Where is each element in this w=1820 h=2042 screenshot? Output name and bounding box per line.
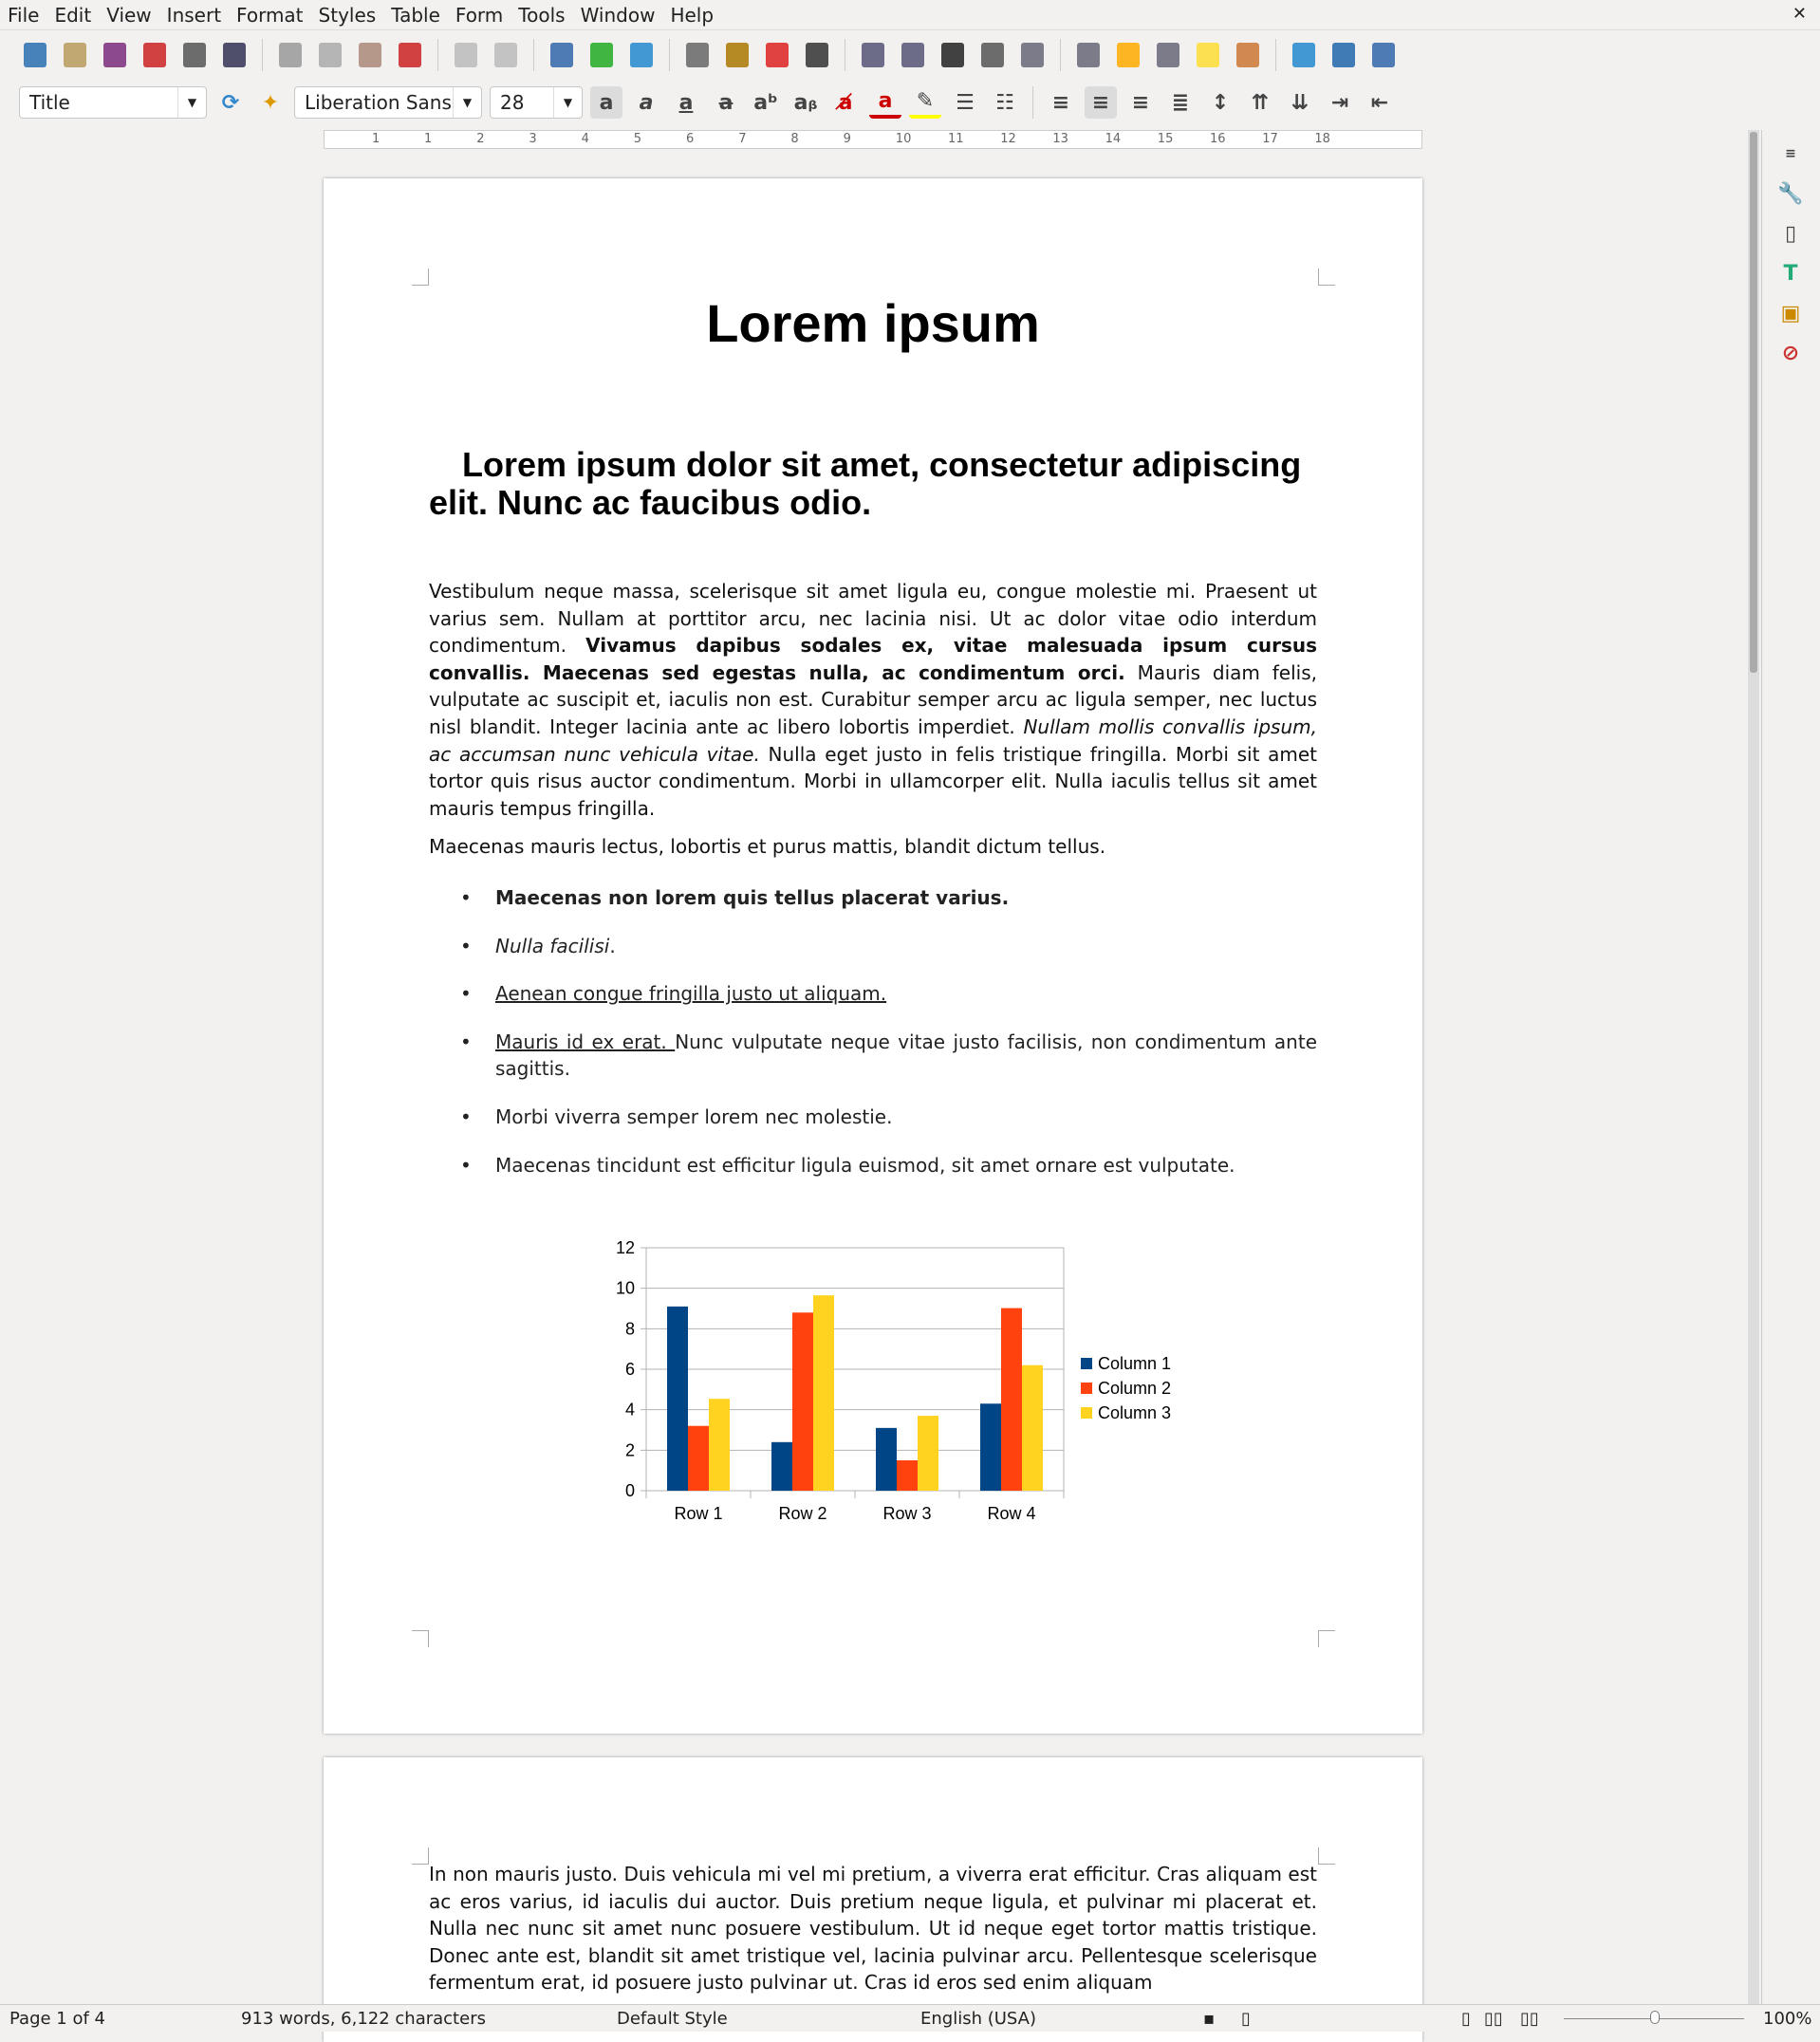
separator	[1275, 39, 1276, 71]
list-item	[429, 1152, 1317, 1179]
paragraph-style-value: Title	[29, 91, 70, 114]
clone-formatting-icon[interactable]	[394, 39, 426, 71]
close-document-icon[interactable]: ✕	[1792, 4, 1807, 24]
standard-toolbar	[0, 34, 1820, 76]
menu-window[interactable]: Window	[580, 3, 656, 27]
unordered-list-icon[interactable]: ☰	[956, 90, 975, 115]
ruler-tick-label: 5	[633, 132, 642, 146]
bar-column-3-row-2	[813, 1295, 834, 1491]
bar-column-2-row-3	[897, 1460, 918, 1491]
scrollbar-thumb[interactable]	[1750, 132, 1757, 673]
insert-mode-icon[interactable]: ▪	[1203, 2008, 1216, 2029]
bar-column-1-row-2	[771, 1442, 792, 1491]
ruler-tick-label: 6	[686, 132, 695, 146]
new-document-icon[interactable]	[19, 39, 51, 71]
underlined-text: Mauris id ex erat.	[495, 1030, 676, 1053]
menu-insert[interactable]: Insert	[166, 3, 222, 27]
insert-cross-reference-icon[interactable]	[1152, 39, 1184, 71]
horizontal-ruler[interactable]	[324, 130, 1422, 149]
word-count[interactable]: 913 words, 6,122 characters	[241, 2008, 486, 2029]
legend-swatch	[1081, 1358, 1092, 1369]
increase-paragraph-spacing-icon[interactable]: ⇈	[1251, 90, 1270, 115]
insert-footnote-icon[interactable]	[1016, 39, 1049, 71]
subscript-icon[interactable]: aᵦ	[793, 90, 818, 115]
y-tick-label: 0	[624, 1481, 635, 1500]
menu-table[interactable]: Table	[391, 3, 440, 27]
list-item	[429, 1029, 1317, 1083]
text: Vestibulum neque massa, scelerisque sit amet ligula eu, congue molestie mi. Praesent ut varius sem. Nullam at porttitor arcu, nec lacinia nisi. Ut ac dolor vitae odio interdum condimentum.	[429, 580, 1317, 658]
chevron-down-icon[interactable]: ▼	[177, 87, 206, 118]
text: Nulla eget justo in felis tristique fringilla. Morbi sit amet tortor quis risus auctor condimentum. Morbi in ullamcorper elit. Nulla iaculis tellus sit amet mauris tempus fringilla.	[429, 742, 1317, 820]
bar-column-2-row-1	[688, 1426, 709, 1491]
ruler-tick-label: 18	[1314, 132, 1330, 146]
page-count[interactable]: Page 1 of 4	[9, 2008, 105, 2029]
ordered-list-icon[interactable]: ☷	[995, 90, 1014, 115]
multi-page-view-icon[interactable]: ▯▯	[1484, 2008, 1503, 2029]
justify-icon[interactable]: ≣	[1171, 90, 1190, 115]
ruler-tick-label: 2	[476, 132, 485, 146]
ruler-tick-label: 1	[372, 132, 381, 146]
x-tick-label: Row 3	[882, 1504, 932, 1523]
menu-view[interactable]: View	[106, 3, 152, 27]
page-icon[interactable]: ▯	[1784, 221, 1797, 246]
insert-image-icon[interactable]	[721, 39, 753, 71]
paste-icon[interactable]	[354, 39, 386, 71]
bar-column-1-row-1	[667, 1307, 688, 1491]
paragraph-1	[429, 578, 1317, 822]
signature-icon[interactable]: ▯	[1241, 2008, 1251, 2029]
separator	[262, 39, 263, 71]
y-tick-label: 12	[615, 1238, 635, 1257]
find-replace-icon[interactable]	[546, 39, 578, 71]
insert-hyperlink-icon[interactable]	[976, 39, 1009, 71]
ruler-tick-label: 3	[529, 132, 537, 146]
bar-column-2-row-2	[792, 1312, 813, 1491]
ruler-tick-label: 9	[843, 132, 851, 146]
single-page-view-icon[interactable]: ▯	[1461, 2008, 1471, 2029]
font-size-select[interactable]	[490, 86, 583, 119]
track-changes-icon[interactable]	[1232, 39, 1264, 71]
insert-endnote-icon[interactable]	[1072, 39, 1105, 71]
font-name-select[interactable]	[294, 86, 482, 119]
document-subtitle: Lorem ipsum dolor sit amet, consectetur adipiscing elit. Nunc ac faucibus odio.	[429, 445, 1302, 522]
align-center-icon[interactable]: ≡	[1085, 86, 1117, 119]
chevron-down-icon[interactable]: ▼	[553, 87, 582, 118]
menu-styles[interactable]: Styles	[318, 3, 377, 27]
italic-icon[interactable]: a	[639, 90, 654, 115]
font-color-icon[interactable]: a	[869, 86, 901, 119]
ruler-tick-label: 4	[581, 132, 589, 146]
page-style[interactable]: Default Style	[617, 2008, 728, 2029]
insert-text-box-icon[interactable]	[801, 39, 833, 71]
menu-format[interactable]: Format	[236, 3, 304, 27]
bar-column-3-row-4	[1022, 1365, 1043, 1491]
list-item	[429, 980, 1317, 1008]
page-2	[324, 1757, 1422, 2042]
text: .	[609, 934, 616, 957]
legend-label: Column 3	[1098, 1403, 1172, 1422]
ruler-tick-label: 10	[895, 132, 912, 146]
zoom-slider-thumb[interactable]	[1650, 2011, 1660, 2024]
x-tick-label: Row 2	[778, 1504, 827, 1523]
sidebar-menu-icon[interactable]: ≡	[1785, 146, 1796, 161]
properties-icon[interactable]: 🔧	[1777, 181, 1804, 206]
formatting-marks-icon[interactable]	[625, 39, 658, 71]
ruler-tick-label: 1	[424, 132, 433, 146]
book-view-icon[interactable]: ▯▯	[1520, 2008, 1539, 2029]
bar-chart[interactable]	[608, 1227, 1519, 1531]
line-spacing-icon[interactable]: ↕	[1211, 90, 1230, 115]
y-tick-label: 2	[624, 1440, 635, 1460]
status-bar	[0, 2004, 1820, 2032]
list-item	[429, 933, 1317, 960]
italic-text: Nulla facilisi	[495, 934, 610, 957]
separator	[533, 39, 534, 71]
font-size-value: 28	[500, 91, 525, 114]
insert-bookmark-icon[interactable]	[1112, 39, 1144, 71]
list-item	[429, 884, 1317, 912]
bold-text: Vivamus dapibus sodales ex, vitae malesuada ipsum cursus convallis. Maecenas sed egestas nulla, ac condimentum orci.	[429, 634, 1317, 684]
insert-page-break-icon[interactable]	[857, 39, 889, 71]
legend-label: Column 2	[1098, 1379, 1172, 1398]
ruler-tick-label: 8	[790, 132, 799, 146]
legend-label: Column 1	[1098, 1354, 1172, 1373]
ruler-tick-label: 13	[1052, 132, 1068, 146]
zoom-level[interactable]: 100%	[1763, 2008, 1812, 2029]
text: Nunc vulputate neque vitae justo facilisis, non condimentum ante sagittis.	[495, 1030, 1317, 1081]
font-name-value: Liberation Sans	[305, 91, 452, 114]
update-style-icon[interactable]: ⟳	[221, 90, 240, 115]
x-tick-label: Row 1	[674, 1504, 723, 1523]
styles-icon[interactable]: T	[1783, 261, 1798, 286]
spellcheck-icon[interactable]	[585, 39, 618, 71]
export-pdf-icon[interactable]	[139, 39, 171, 71]
print-preview-icon[interactable]	[218, 39, 251, 71]
align-right-icon[interactable]: ≡	[1131, 90, 1150, 115]
increase-indent-icon[interactable]: ⇥	[1330, 90, 1349, 115]
ruler-tick-label: 16	[1210, 132, 1226, 146]
gallery-icon[interactable]: ▣	[1780, 301, 1801, 325]
decrease-indent-icon[interactable]: ⇤	[1370, 90, 1389, 115]
clear-formatting-icon[interactable]: a̸	[838, 90, 853, 115]
paragraph: In non mauris justo. Duis vehicula mi vel mi pretium, a viverra erat efficitur. Cras aliquam est ac eros varius, id iaculis dui auctor. Duis pretium neque ligula, et pulvinar mi placerat et. Nulla nec nunc sit amet nunc posuere vestibulum. Ut id neque eget tortor mattis tristique. Donec ante est, blandit sit amet tristique vel, lacinia pulvinar arcu. Pellentesque scelerisque fermentum erat, id posuere justo pulvinar ut. Cras id eros sed enim aliquam	[429, 1863, 1317, 1995]
ruler-tick-label: 12	[1000, 132, 1016, 146]
align-left-icon[interactable]: ≡	[1051, 90, 1070, 115]
ruler-tick-label: 11	[948, 132, 964, 146]
ruler-tick-label: 14	[1105, 132, 1122, 146]
ruler-tick-label: 15	[1157, 132, 1174, 146]
insert-chart-icon[interactable]	[761, 39, 793, 71]
insert-line-icon[interactable]	[1288, 39, 1320, 71]
bullet-list	[429, 884, 1317, 1199]
menu-tools[interactable]: Tools	[518, 3, 566, 27]
highlight-icon[interactable]: ✎	[909, 86, 941, 119]
legend-swatch	[1081, 1407, 1092, 1419]
menu-file[interactable]: File	[8, 3, 40, 27]
document-title: Lorem ipsum	[706, 293, 1040, 353]
paragraph-style-select[interactable]	[19, 86, 207, 119]
menu-help[interactable]: Help	[670, 3, 715, 27]
list-item	[429, 1104, 1317, 1131]
print-icon[interactable]	[178, 39, 211, 71]
insert-special-character-icon[interactable]	[937, 39, 969, 71]
separator	[437, 39, 438, 71]
undo-icon[interactable]	[450, 39, 482, 71]
bold-icon[interactable]: a	[590, 86, 622, 119]
separator	[1032, 86, 1033, 119]
navigator-icon[interactable]: ⊘	[1781, 341, 1800, 365]
redo-icon[interactable]	[490, 39, 522, 71]
save-icon[interactable]	[99, 39, 131, 71]
insert-table-icon[interactable]	[681, 39, 714, 71]
legend-swatch	[1081, 1383, 1092, 1394]
page-1	[324, 178, 1422, 1734]
bar-column-3-row-3	[918, 1416, 938, 1491]
text: Morbi viverra semper lorem nec molestie.	[495, 1105, 893, 1128]
y-tick-label: 4	[624, 1400, 635, 1420]
new-style-icon[interactable]: ✦	[261, 90, 280, 115]
bar-column-1-row-3	[876, 1428, 897, 1491]
draw-functions-icon[interactable]	[1367, 39, 1400, 71]
y-tick-label: 8	[624, 1319, 635, 1339]
italic-text: Nullam mollis convallis ipsum, ac accumsan nunc vehicula vitae.	[429, 715, 1317, 766]
chevron-down-icon[interactable]: ▼	[453, 87, 481, 118]
text: Mauris diam felis, vulputate ac suscipit et, iaculis non est. Curabitur semper arcu ac ligula semper, nec luctus nisl blandit. Integer lacinia ante ac libero lobortis imperdiet.	[429, 660, 1318, 738]
insert-comment-icon[interactable]	[1192, 39, 1224, 71]
bold-text: Maecenas non lorem quis tellus placerat varius.	[495, 886, 1010, 909]
underline-icon[interactable]: a	[678, 90, 694, 115]
sidebar-deck	[1761, 130, 1820, 2004]
formatting-toolbar	[0, 82, 1820, 123]
y-tick-label: 10	[615, 1278, 635, 1298]
ruler-tick-label: 7	[738, 132, 747, 146]
y-tick-label: 6	[624, 1360, 635, 1379]
x-tick-label: Row 4	[987, 1504, 1036, 1523]
paragraph-2: Maecenas mauris lectus, lobortis et purus mattis, blandit dictum tellus.	[429, 835, 1106, 858]
menu-form[interactable]: Form	[455, 3, 504, 27]
menu-bar	[0, 0, 1820, 30]
text: Maecenas tincidunt est efficitur ligula euismod, sit amet ornare est vulputate.	[495, 1153, 1235, 1177]
cut-icon[interactable]	[274, 39, 306, 71]
decrease-paragraph-spacing-icon[interactable]: ⇊	[1291, 90, 1309, 115]
basic-shapes-icon[interactable]	[1328, 39, 1360, 71]
vertical-scrollbar[interactable]	[1748, 130, 1759, 2004]
bar-column-1-row-4	[980, 1403, 1001, 1491]
ruler-tick-label: 17	[1262, 132, 1278, 146]
strikethrough-icon[interactable]: a	[718, 90, 734, 115]
separator	[1060, 39, 1061, 71]
superscript-icon[interactable]: aᵇ	[753, 90, 778, 115]
insert-field-icon[interactable]	[897, 39, 929, 71]
open-icon[interactable]	[59, 39, 91, 71]
menu-edit[interactable]: Edit	[54, 3, 92, 27]
language[interactable]: English (USA)	[920, 2008, 1037, 2029]
separator	[669, 39, 670, 71]
underlined-text: Aenean congue fringilla justo ut aliquam.	[495, 982, 887, 1006]
bar-column-2-row-4	[1001, 1309, 1022, 1491]
bar-column-3-row-1	[709, 1399, 730, 1491]
copy-icon[interactable]	[314, 39, 346, 71]
